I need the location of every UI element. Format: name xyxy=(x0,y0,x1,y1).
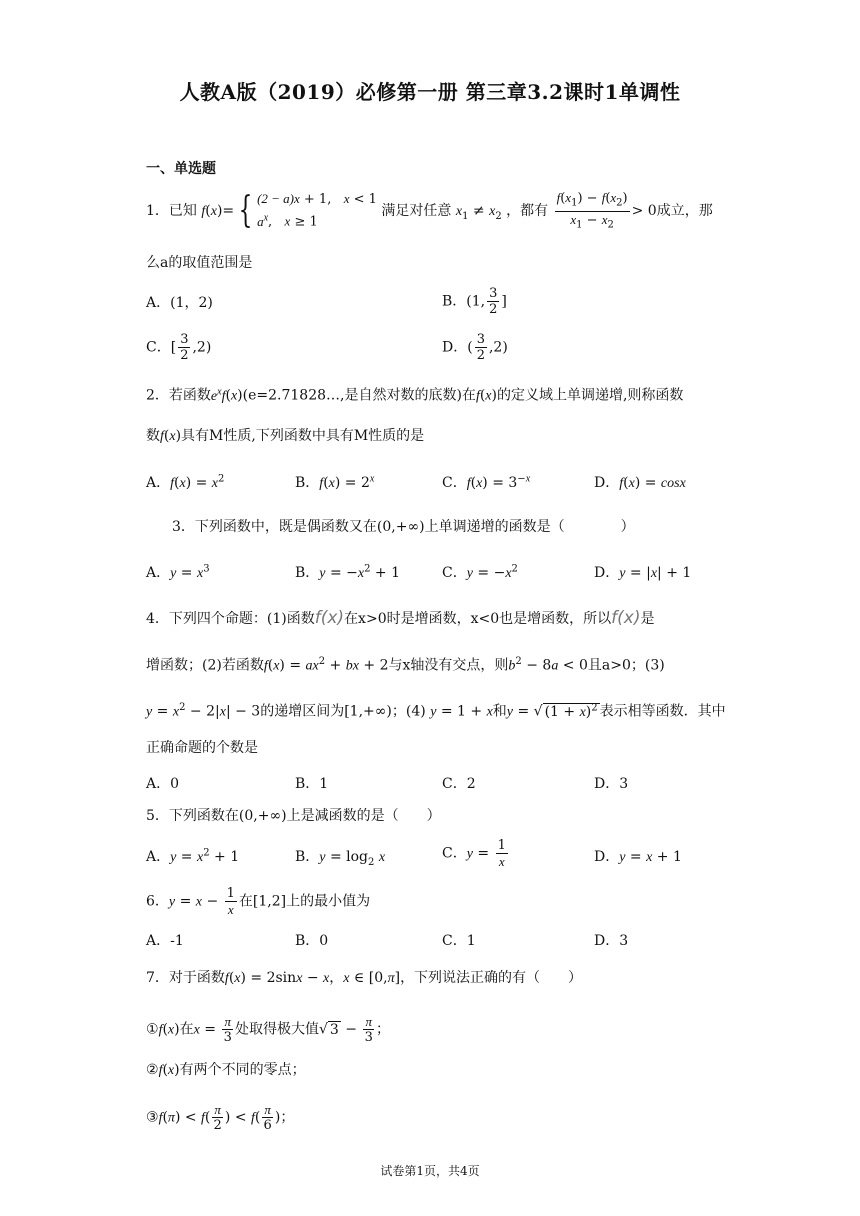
question-7: 7．对于函数f(x) = 2sinx − x，x ∈ [0,π]，下列说法正确的有（ ） xyxy=(146,970,583,986)
q1-option-c: C．[ $\frac{3}{2}$ ,2) xyxy=(146,332,212,363)
q7-statement-1: ①f(x)在x = $\frac{\pi}{3}$ 处取得极大值√ 3 − $\frac{\pi}{3}$ ； xyxy=(146,1014,390,1045)
q5-option-d: D．y = x + 1 xyxy=(594,849,682,865)
q1-option-a: A．(1，2) xyxy=(146,295,213,311)
q4-option-a: A．0 xyxy=(146,776,180,792)
q5-option-a: A．$y = x^2 + 1$ xyxy=(146,847,240,865)
question-3: 3．下列函数中，既是偶函数又在(0,+∞)上单调递增的函数是（ ） xyxy=(172,519,635,535)
q3-option-d: D．y = |x| + 1 xyxy=(594,565,692,581)
q7-statement-2: ②f(x)有两个不同的零点； xyxy=(146,1062,306,1078)
q1-option-b: B．(1, $\frac{3}{2}$ ] xyxy=(442,286,507,317)
question-1-line-2: 么a的取值范围是 xyxy=(146,255,253,271)
q2-option-b: B．$f(x) = 2^x$ xyxy=(295,473,375,491)
q2-option-c: C．$f(x) = 3^{-x}$ xyxy=(442,473,531,491)
section-heading: 一、单选题 xyxy=(146,161,216,177)
q6-option-d: D．3 xyxy=(594,933,629,949)
q3-option-c: C．$y = -x^2$ xyxy=(442,563,518,581)
q2-option-a: A．$f(x) = x^2$ xyxy=(146,473,225,491)
question-4-line-3: $y = x^2 - 2|x| - 3$的递增区间为[1,+∞)；(4) y = 1 + x和y = √ $(1 + x)^2$ 表示相等函数．其中 xyxy=(146,702,726,720)
q6-option-b: B．0 xyxy=(295,933,329,949)
q7-statement-3: ③f(π) < f( $\frac{\pi}{2}$ ) < f( $\frac{\pi}{6}$ )； xyxy=(146,1102,295,1133)
question-5: 5．下列函数在(0,+∞)上是减函数的是（ ） xyxy=(146,808,441,824)
question-4-line-2: 增函数；(2)若函数$f(x) = ax^2$ + bx + 2与x轴没有交点，则$b^2 - 8a < 0$且a>0；(3) xyxy=(146,656,665,674)
q5-option-c: C．y = $\frac{1}{x}$ xyxy=(442,838,506,869)
question-4-line-4: 正确命题的个数是 xyxy=(146,740,258,756)
q3-option-a: A．$y = x^3$ xyxy=(146,563,210,581)
question-6: 6．y = x − $\frac{1}{x}$ 在[1,2]上的最小值为 xyxy=(146,886,371,917)
q3-option-b: B．$y = -x^2 + 1$ xyxy=(295,563,401,581)
q6-option-a: A．-1 xyxy=(146,933,184,949)
q4-option-b: B．1 xyxy=(295,776,329,792)
q2-option-d: D．f(x) = cosx xyxy=(594,475,686,491)
question-2: 2．若函数$e^xf(x)(e=2.71828\dots$,是自然对数的底数)在f(x)的定义域上单调递增,则称函数 xyxy=(146,386,684,404)
q6-option-c: C．1 xyxy=(442,933,476,949)
q4-option-d: D．3 xyxy=(594,776,629,792)
q1-option-d: D．( $\frac{3}{2}$ ,2) xyxy=(442,332,508,363)
q4-option-c: C．2 xyxy=(442,776,476,792)
question-2-line-2: 数f(x)具有M性质,下列函数中具有M性质的是 xyxy=(146,428,425,444)
question-4: 4．下列四个命题：(1)函数f(x)在x>0时是增函数，x<0也是增函数，所以f(x)是 xyxy=(146,608,655,628)
page-footer: 试卷第1页，共4页 xyxy=(380,1164,480,1178)
question-1: 1．已知 f(x)= { (2 − a)x + 1, x < 1 $a^x$, x ≥ 1 满足对任意 $x_1 \ne x_2$ ，都有 $\frac{f(x_1) - f(x_2)}{x_1 - x_2}$ > 0成立，那 xyxy=(146,190,713,232)
page-title: 人教A版（2019）必修第一册 第三章3.2课时1单调性 xyxy=(179,80,681,104)
q5-option-b: B．$y = \log_2 x$ xyxy=(295,849,386,868)
